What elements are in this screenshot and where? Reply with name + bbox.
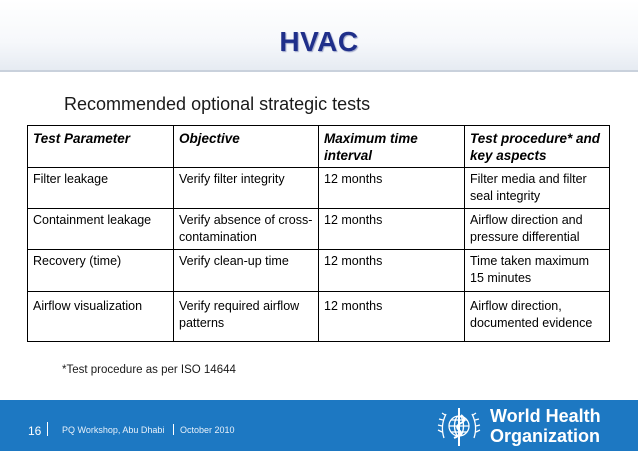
org-name-line2: Organization <box>490 426 601 446</box>
table-cell: Verify clean-up time <box>174 250 319 292</box>
table-cell: Containment leakage <box>28 209 174 250</box>
table-cell: Verify required airflow patterns <box>174 292 319 342</box>
slide-title: HVAC <box>279 26 359 57</box>
footer-divider <box>47 422 48 436</box>
footer-date: October 2010 <box>180 425 235 435</box>
table-cell: 12 months <box>319 168 465 209</box>
table-row <box>28 168 610 209</box>
table-cell: Filter media and filter seal integrity <box>465 168 610 209</box>
who-emblem-icon <box>434 404 484 448</box>
table-row <box>28 250 610 292</box>
footer-divider <box>173 424 174 435</box>
table-cell: 12 months <box>319 209 465 250</box>
table-cell: Filter leakage <box>28 168 174 209</box>
column-header: Test Parameter <box>28 126 174 168</box>
table-cell: 12 months <box>319 292 465 342</box>
table-cell: Verify filter integrity <box>174 168 319 209</box>
column-header: Objective <box>174 126 319 168</box>
table-row <box>28 209 610 250</box>
who-logo <box>434 404 634 448</box>
table-cell: 12 months <box>319 250 465 292</box>
footer-event: PQ Workshop, Abu Dhabi <box>62 425 165 435</box>
column-header: Test procedure* and key aspects <box>465 126 610 168</box>
table-cell: Verify absence of cross-contamination <box>174 209 319 250</box>
org-name-line1: World Health <box>490 406 601 426</box>
table-cell: Recovery (time) <box>28 250 174 292</box>
footnote: *Test procedure as per ISO 14644 <box>62 364 236 376</box>
table-row <box>28 292 610 342</box>
column-header: Maximum time interval <box>319 126 465 168</box>
table-cell: Time taken maximum 15 minutes <box>465 250 610 292</box>
table-cell: Airflow visualization <box>28 292 174 342</box>
slide-footer <box>0 400 638 451</box>
page-number: 16 <box>28 424 42 438</box>
slide-subtitle: Recommended optional strategic tests <box>64 94 371 114</box>
table-header-row <box>28 126 610 168</box>
table-cell: Airflow direction, documented evidence <box>465 292 610 342</box>
table-cell: Airflow direction and pressure differential <box>465 209 610 250</box>
tests-table <box>27 125 610 342</box>
